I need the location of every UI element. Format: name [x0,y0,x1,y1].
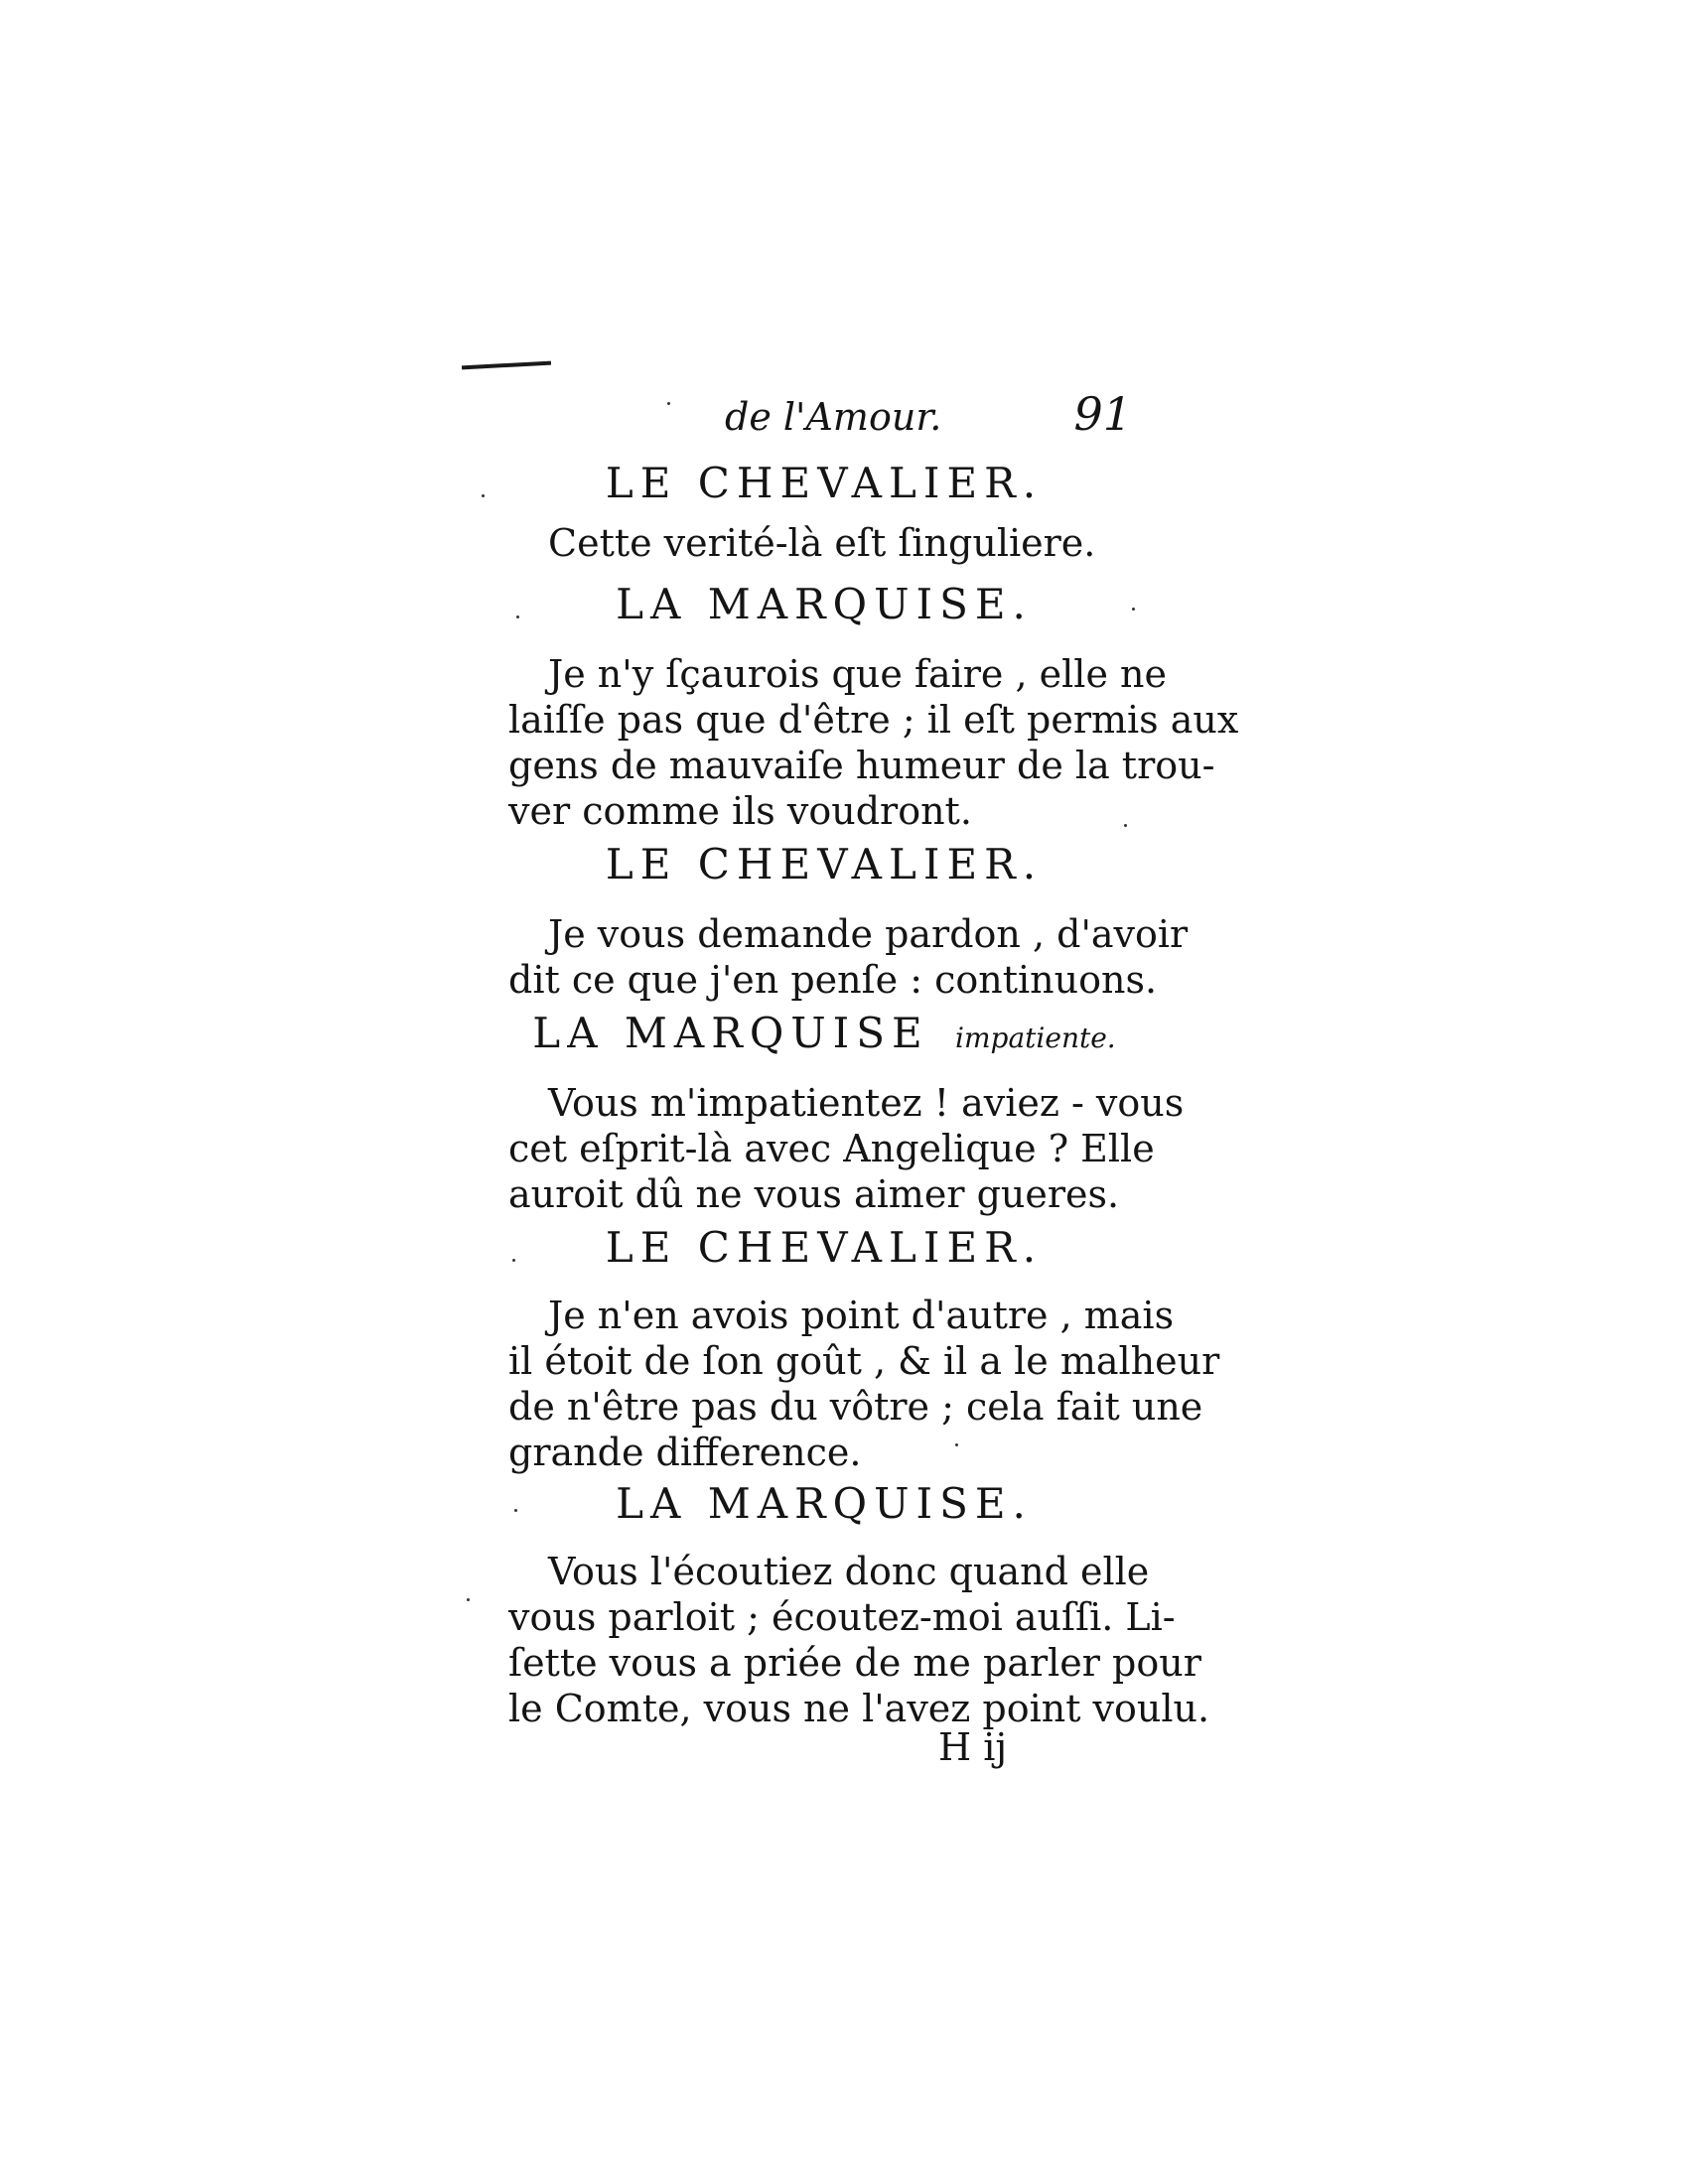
text-line: dit ce que j'en penſe : continuons. [508,958,1158,1002]
text-line: laiſſe pas que d'être ; il eſt permis aux [508,698,1239,742]
text-line: il étoit de ſon goût , & il a le malheur [508,1339,1220,1383]
page-number: 91 [1073,387,1132,441]
scan-speck [955,1443,958,1446]
text-line: ſette vous a priée de me parler pour [508,1641,1201,1685]
corner-rule [462,361,551,370]
text-line: grande difference. [508,1431,862,1474]
speech-text [508,1080,1185,1217]
text-line: cet eſprit-là avec Angelique ? Elle [508,1127,1155,1170]
speaker-heading [516,580,1132,628]
speaker-heading [516,459,1132,507]
text-line: ver comme ils voudront. [508,789,972,833]
scan-speck [512,1259,515,1262]
text-line: Cette verité-là eſt ſinguliere. [548,521,1096,565]
speaker-heading [516,1479,1132,1528]
speech-text [508,1549,1210,1731]
speaker-name: LE CHEVALIER. [605,840,1044,888]
text-line: de n'être pas du vôtre ; cela fait une [508,1385,1203,1429]
text-line: gens de mauvaiſe humeur de la trou- [508,744,1215,787]
stage-direction: impatiente. [955,1022,1116,1054]
speaker-heading [516,840,1132,888]
speaker-name: LA MARQUISE [532,1009,929,1057]
speaker-heading [516,1009,1132,1057]
speaker-name: LE CHEVALIER. [605,459,1044,507]
scan-speck [1132,608,1135,611]
speech-text [508,651,1239,834]
speaker-name: LE CHEVALIER. [605,1223,1044,1272]
text-line: Je vous demande pardon , d'avoir [548,912,1189,956]
scan-speck [1124,824,1127,827]
running-title: de l'Amour. [725,395,942,439]
text-line: Je n'y ſçaurois que faire , elle ne [548,652,1167,696]
scan-speck [667,402,670,405]
running-head [516,387,1132,447]
speech-text [508,520,1144,566]
speaker-name: LA MARQUISE. [616,580,1033,628]
speech-text [508,911,1189,1003]
speaker-name: LA MARQUISE. [616,1479,1033,1528]
scan-speck [482,494,485,497]
text-line: auroit dû ne vous aimer gueres. [508,1172,1120,1216]
scan-speck [514,1509,517,1512]
scan-speck [467,1598,470,1601]
text-line: Vous l'écoutiez donc quand elle [548,1550,1150,1593]
signature-mark: H ij [938,1725,1008,1769]
text-line: Vous m'impatientez ! aviez - vous [548,1081,1185,1125]
speech-text [508,1293,1220,1475]
text-line: le Comte, vous ne l'avez point voulu. [508,1687,1210,1730]
scan-speck [516,615,519,618]
text-line: vous parloit ; écoutez-moi auſſi. Li- [508,1595,1176,1639]
text-line: Je n'en avois point d'autre , mais [548,1294,1175,1337]
speaker-heading [516,1223,1132,1272]
